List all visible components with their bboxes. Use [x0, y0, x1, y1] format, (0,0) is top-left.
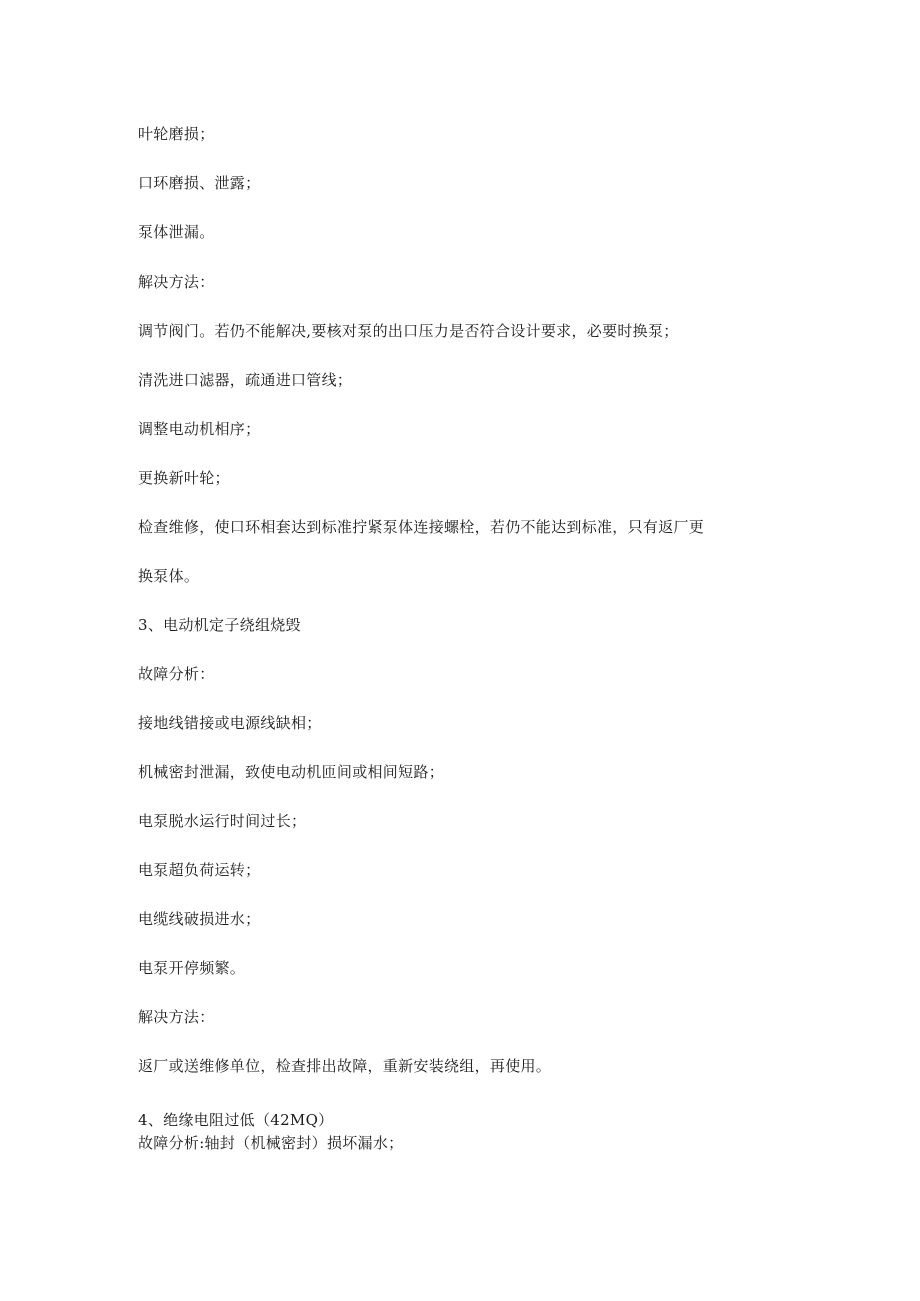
- text-line: 叶轮磨损；: [138, 125, 215, 143]
- text-line: 清洗进口滤器，疏通进口管线；: [138, 371, 353, 389]
- section-heading: 3、电动机定子绕组烧毁: [138, 616, 301, 634]
- section-heading: 4、绝缘电阻过低（42MQ）: [138, 1111, 334, 1129]
- text-line: 检查维修，使口环相套达到标准拧紧泵体连接螺栓，若仍不能达到标准，只有返厂更: [138, 518, 705, 536]
- section-label: 故障分析：: [138, 665, 215, 683]
- text-line: 机械密封泄漏，致使电动机匝间或相间短路；: [138, 763, 445, 781]
- section-label: 解决方法：: [138, 273, 215, 291]
- text-line: 返厂或送维修单位，检查排出故障，重新安装绕组，再使用。: [138, 1057, 552, 1075]
- text-line: 电泵脱水运行时间过长；: [138, 812, 307, 830]
- text-line: 口环磨损、泄露；: [138, 174, 261, 192]
- text-line: 电缆线破损进水；: [138, 910, 261, 928]
- text-line: 泵体泄漏。: [138, 223, 215, 241]
- text-line: 调整电动机相序；: [138, 420, 261, 438]
- text-line: 电泵超负荷运转；: [138, 861, 261, 879]
- text-line: 电泵开停频繁。: [138, 959, 246, 977]
- text-line: 换泵体。: [138, 567, 200, 585]
- text-line: 故障分析:轴封（机械密封）损坏漏水；: [138, 1134, 404, 1152]
- section-label: 解决方法：: [138, 1008, 215, 1026]
- text-line: 调节阀门。若仍不能解决,要核对泵的出口压力是否符合设计要求，必要时换泵；: [138, 322, 679, 340]
- text-line: 更换新叶轮；: [138, 469, 230, 487]
- text-line: 接地线错接或电源线缺相；: [138, 714, 322, 732]
